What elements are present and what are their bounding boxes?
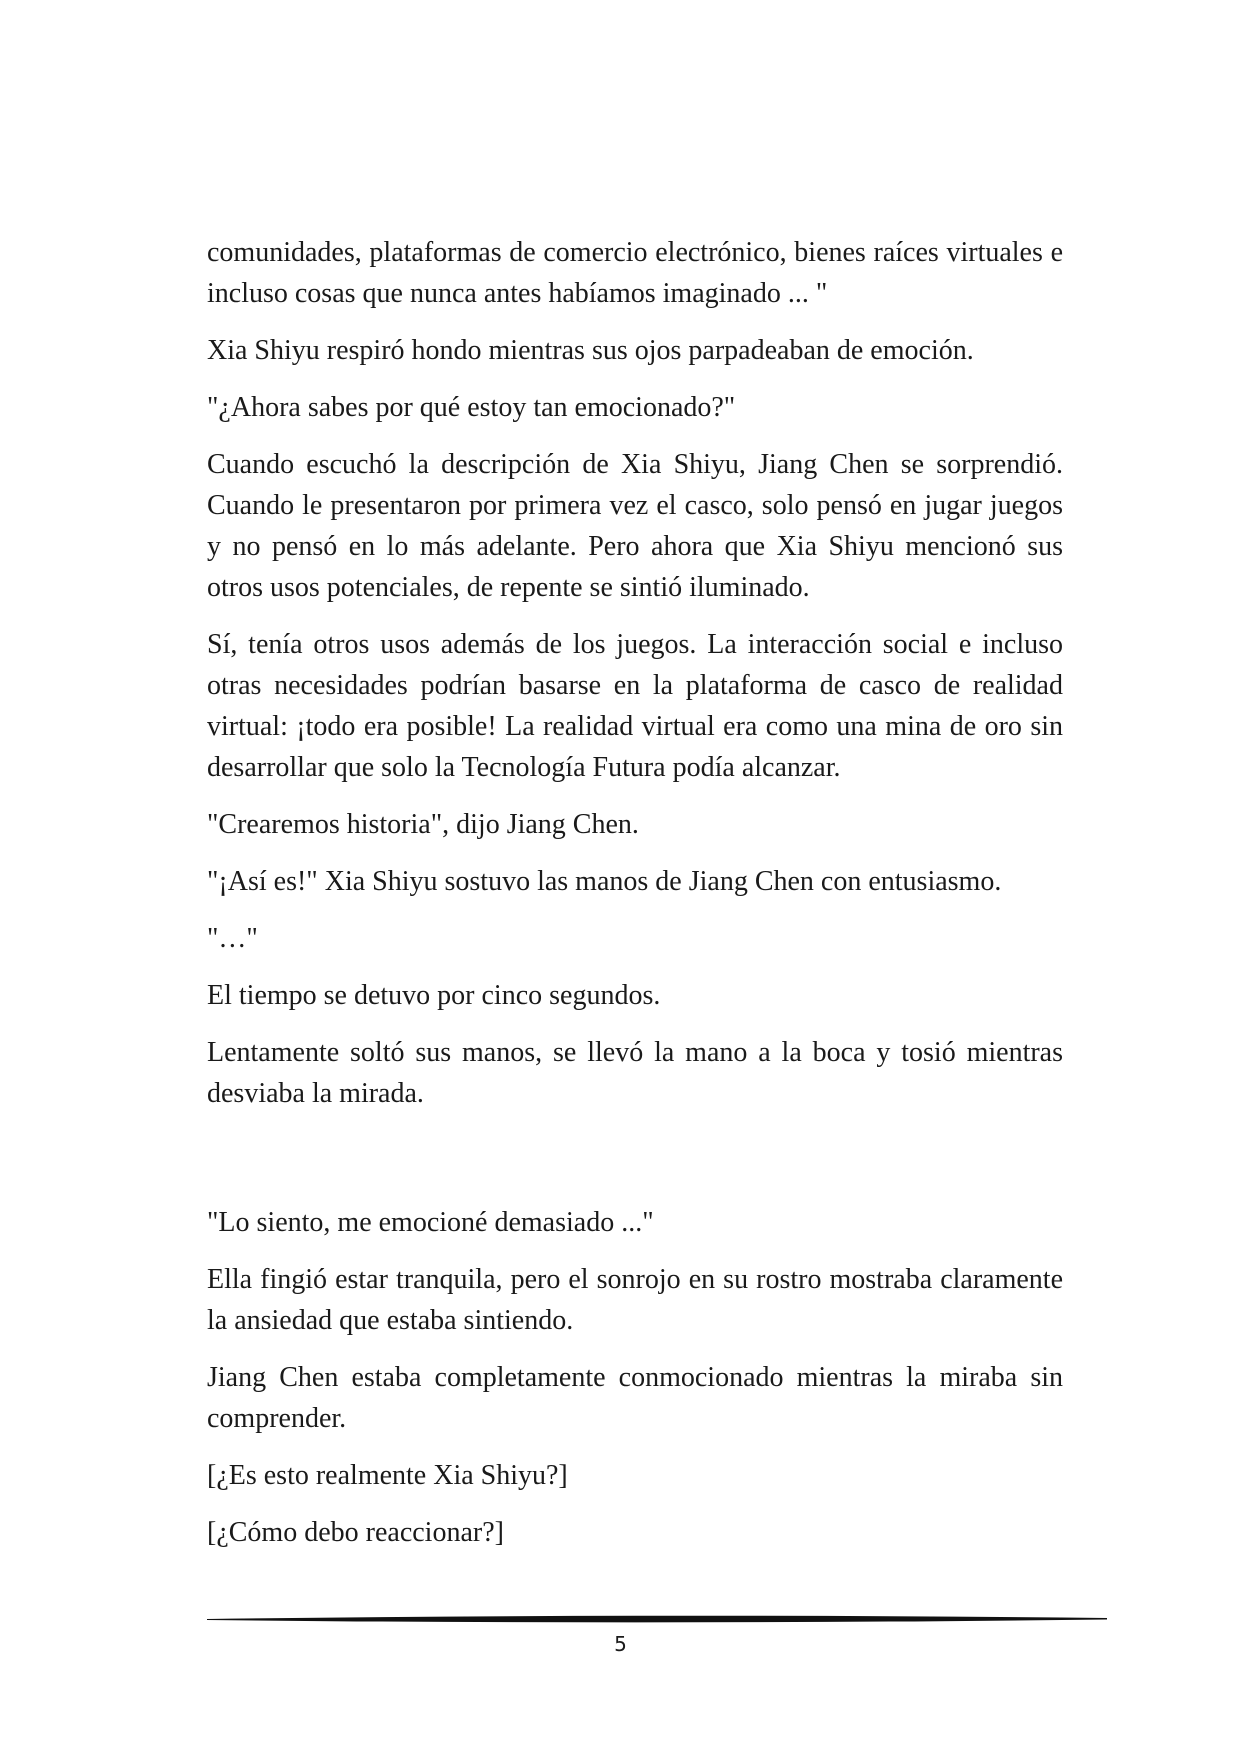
paragraph: Ella fingió estar tranquila, pero el sonrojo en su rostro mostraba claramente la ansiedad que estaba sintiendo. [207,1264,1063,1336]
paragraph: Xia Shiyu respiró hondo mientras sus ojos parpadeaban de emoción. [207,335,974,366]
footer-divider [207,1612,1107,1626]
paragraph: "Crearemos historia", dijo Jiang Chen. [207,809,639,840]
paragraph: "Lo siento, me emocioné demasiado ..." [207,1207,654,1238]
paragraph: Cuando escuchó la descripción de Xia Shiyu, Jiang Chen se sorprendió. Cuando le presentaron por primera vez el casco, solo pensó en jugar juegos y no pensó en lo más adelante. Pero ahora que Xia Shiyu mencionó sus otros usos potenciales, de repente se sintió iluminado. [207,449,1063,603]
paragraph: Lentamente soltó sus manos, se llevó la mano a la boca y tosió mientras desviaba la mirada. [207,1037,1063,1109]
paragraph: Jiang Chen estaba completamente conmocionado mientras la miraba sin comprender. [207,1362,1063,1434]
paragraph: "…" [207,923,258,954]
paragraph: Sí, tenía otros usos además de los juegos. La interacción social e incluso otras necesidades podrían basarse en la plataforma de casco de realidad virtual: ¡todo era posible! La realidad virtual era como una mina de oro sin desarrollar que solo la Tecnología Futura podía alcanzar. [207,629,1063,783]
paragraph: comunidades, plataformas de comercio electrónico, bienes raíces virtuales e incluso cosas que nunca antes habíamos imaginado ... " [207,237,1063,309]
paragraph: "¡Así es!" Xia Shiyu sostuvo las manos de Jiang Chen con entusiasmo. [207,866,1002,897]
page-number: 5 [614,1632,627,1656]
body-text [207,232,1063,1569]
paragraph: "¿Ahora sabes por qué estoy tan emocionado?" [207,392,736,423]
paragraph: [¿Cómo debo reaccionar?] [207,1517,504,1548]
paragraph: El tiempo se detuvo por cinco segundos. [207,980,661,1011]
paragraph: [¿Es esto realmente Xia Shiyu?] [207,1460,568,1491]
